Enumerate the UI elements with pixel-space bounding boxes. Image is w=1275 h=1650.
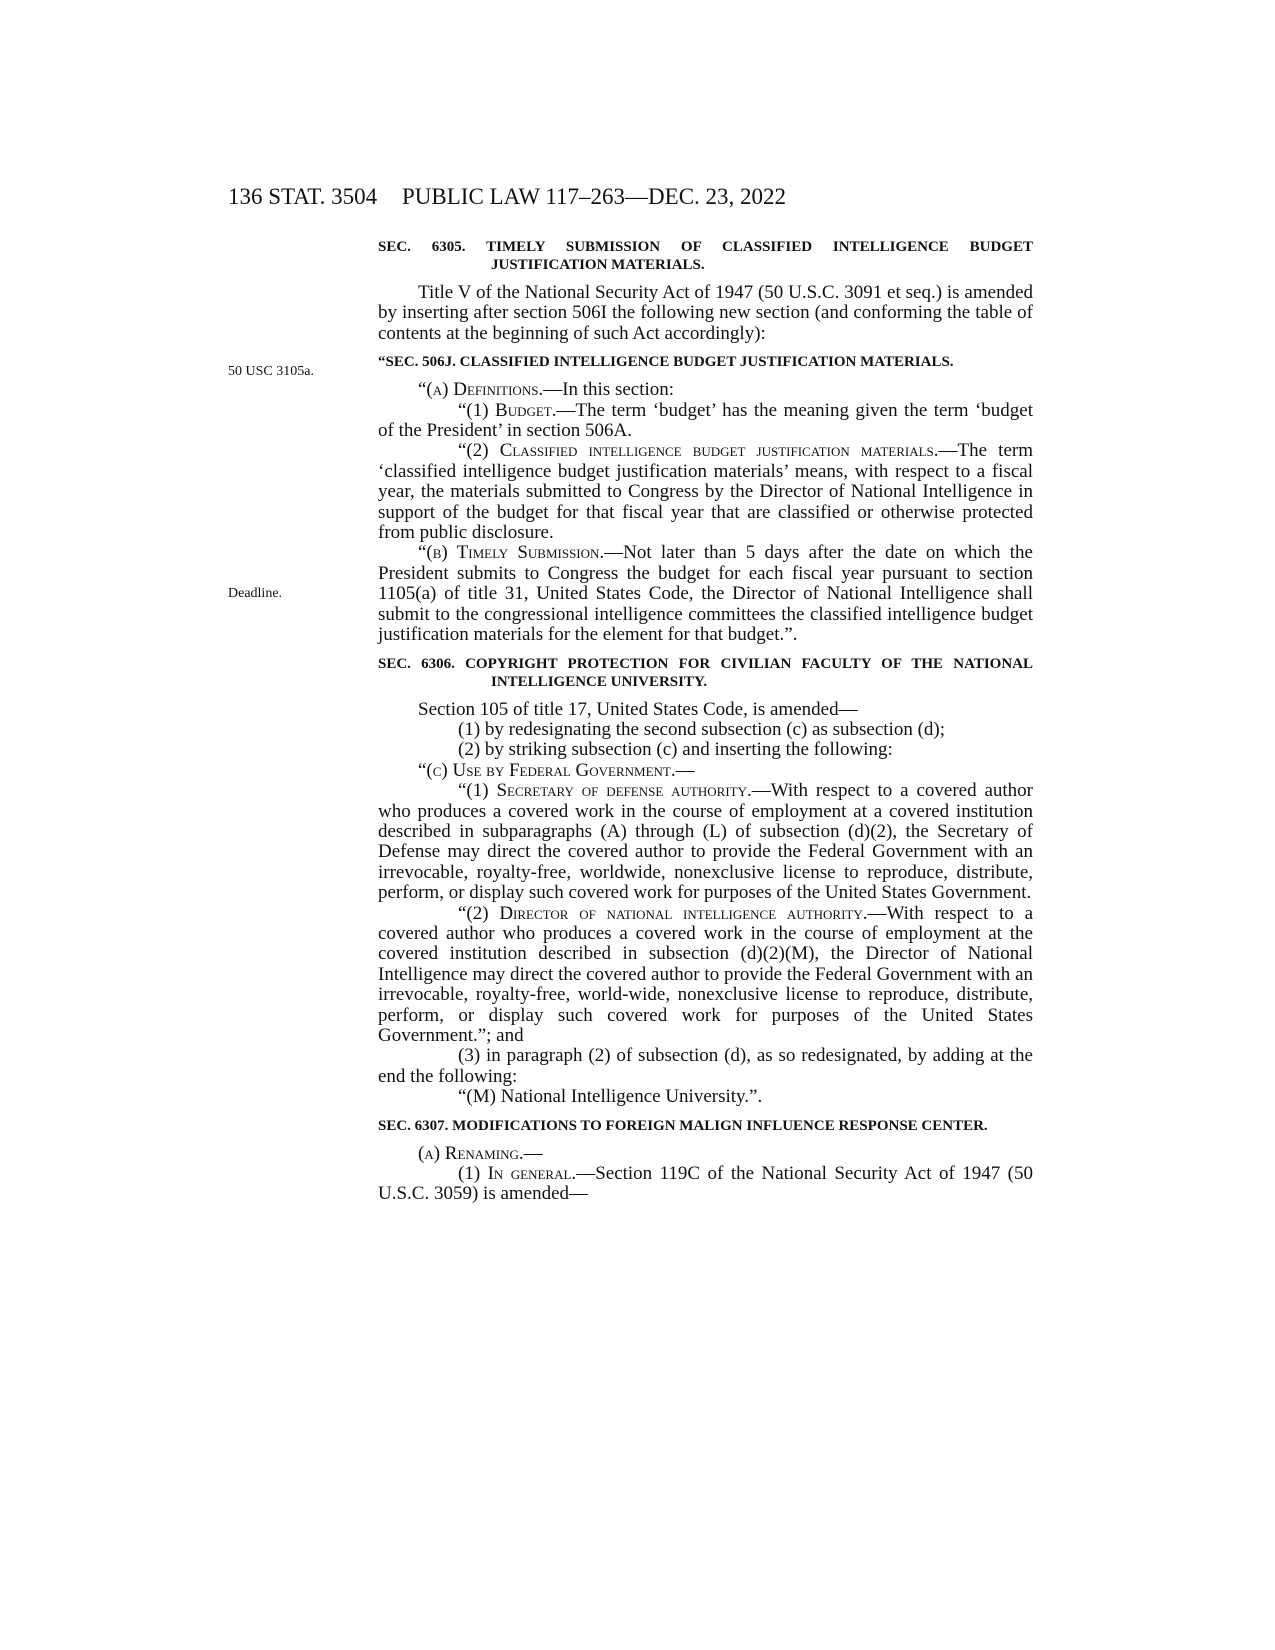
paragraph-6306-intro: Section 105 of title 17, United States Code, is amended— xyxy=(418,698,858,720)
margin-note-deadline: Deadline. xyxy=(228,586,283,601)
paragraph-6306-m: “(M) National Intelligence University.”. xyxy=(458,1086,763,1108)
subsection-b-text: —Not later than 5 days after the date on which the President submits to Congress the budget for each fiscal year pursuant to section 1105(a) of title 31, United States Code, the Director of National Intelligence shall submit to the congressional intelligence committees the classified intelligence budget justification materials for the element for that budget.”. xyxy=(378,542,1033,646)
law-title: PUBLIC LAW 117–263—DEC. 23, 2022 xyxy=(402,184,787,209)
subsection-a-text: —In this section: xyxy=(543,379,675,401)
subsection-c-text: — xyxy=(675,759,695,781)
item3-text: (3) in paragraph (2) of subsection (d), as so redesignated, by adding at the end the following: xyxy=(378,1045,1033,1087)
paragraph-a1-label: “(1) Budget. xyxy=(458,399,557,421)
margin-note-usc: 50 USC 3105a. xyxy=(228,364,314,379)
paragraph-6306-c2 xyxy=(378,904,1033,1047)
paragraph-c1-text: —With respect to a covered author who produces a covered work in the course of employment at a covered institution described in subparagraphs (A) through (L) of subsection (d)(2), the Secretary of Defense may direct the covered author to provide the Federal Government with an irrevocable, royalty-free, worldwide, nonexclusive license to reproduce, distribute, perform, or display such covered work for purposes of the United States Government. xyxy=(378,780,1033,904)
subsection-c-label: “(c) Use by Federal Government. xyxy=(418,759,676,781)
paragraph-506j-b xyxy=(378,543,1033,645)
section-heading-506j: “SEC. 506J. CLASSIFIED INTELLIGENCE BUDGET JUSTIFICATION MATERIALS. xyxy=(378,354,954,371)
subsection-a-label: “(a) Definitions. xyxy=(418,379,544,401)
paragraph-a1-text: —The term ‘budget’ has the meaning given the term ‘budget of the President’ in section 506A. xyxy=(378,399,1033,442)
paragraph-506j-a2 xyxy=(378,441,1033,543)
paragraph-6306-item2 xyxy=(378,740,1033,760)
paragraph-6306-item3 xyxy=(378,1046,1033,1087)
subsection-6307-a-label: (a) Renaming. xyxy=(418,1142,524,1164)
paragraph-c1-label: “(1) Secretary of defense authority. xyxy=(458,780,752,802)
paragraph-506j-a1 xyxy=(378,401,1033,442)
paragraph-6306-c xyxy=(378,761,1033,781)
subsection-6307-a-text: — xyxy=(523,1142,543,1164)
paragraph-6307-a1-label: (1) In general. xyxy=(458,1163,577,1185)
paragraph-a2-text: —The term ‘classified intelligence budget justification materials’ means, with respect to a fiscal year, the materials submitted to Congress by the Director of National Intelligence in support of the budget for that fiscal year that are classified or otherwise protected from public disclosure. xyxy=(378,440,1033,544)
paragraph-6305-intro: Title V of the National Security Act of 1947 (50 U.S.C. 3091 et seq.) is amended by inserting after section 506I the following new section (and conforming the table of contents at the beginning of such Act accordingly): xyxy=(378,282,1033,344)
paragraph-6307-a1 xyxy=(378,1164,1033,1205)
item2-text: (2) by striking subsection (c) and inserting the following: xyxy=(458,739,893,761)
paragraph-c2-label: “(2) Director of national intelligence authority. xyxy=(458,902,868,924)
paragraph-506j-a xyxy=(378,380,1033,400)
section-heading-6307: SEC. 6307. MODIFICATIONS TO FOREIGN MALIGN INFLUENCE RESPONSE CENTER. xyxy=(378,1117,988,1134)
document-body xyxy=(378,238,1033,1205)
page-header xyxy=(228,184,1048,214)
paragraph-6306-item1 xyxy=(378,720,1033,740)
paragraph-6307-a xyxy=(378,1144,1033,1164)
paragraph-6306-c1 xyxy=(378,781,1033,903)
item1-text: (1) by redesignating the second subsection (c) as subsection (d); xyxy=(458,718,946,740)
paragraph-6307-a1-text: —Section 119C of the National Security Act of 1947 (50 U.S.C. 3059) is amended— xyxy=(378,1163,1034,1205)
section-heading-6305: SEC. 6305. TIMELY SUBMISSION OF CLASSIFIED INTELLIGENCE BUDGET JUSTIFICATION MATERIALS. xyxy=(378,239,1033,273)
paragraph-a2-label: “(2) Classified intelligence budget justification materials. xyxy=(458,440,939,462)
paragraph-c2-text: —With respect to a covered author who produces a covered work in the course of employment at the covered institution described in subsection (d)(2)(M), the Director of National Intelligence may direct the covered author to provide the Federal Government with an irrevocable, royalty-free, world-wide, nonexclusive license to reproduce, distribute, perform, or display such covered work for purposes of the United States Government.”; and xyxy=(378,902,1033,1046)
section-heading-6306: SEC. 6306. COPYRIGHT PROTECTION FOR CIVILIAN FACULTY OF THE NATIONAL INTELLIGENCE UNIVERSITY. xyxy=(378,655,1033,690)
subsection-b-label: “(b) Timely Submission. xyxy=(418,542,605,564)
page-number: 136 STAT. 3504 xyxy=(228,184,378,209)
